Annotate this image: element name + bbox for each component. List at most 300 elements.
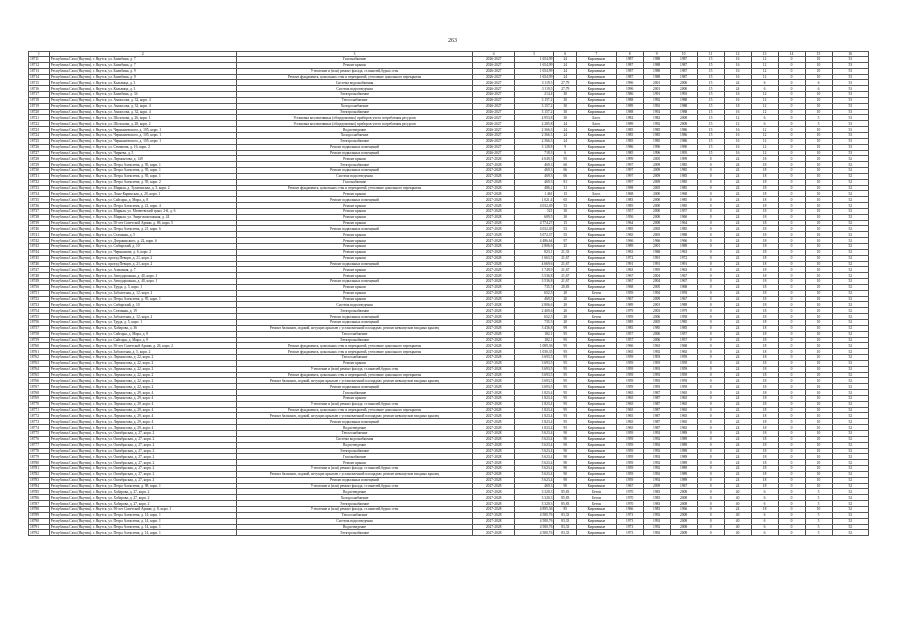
year-cell: 1965 — [670, 349, 697, 355]
value-cell: 52 — [832, 220, 868, 226]
value-cell: 0 — [697, 384, 724, 390]
value-cell: 15 — [697, 144, 724, 150]
value-cell: 0 — [778, 132, 805, 138]
area-cell: 469,3 — [514, 179, 553, 185]
work-type-cell: Электроснабжение — [236, 109, 473, 115]
period-cell: 2027-2028 — [473, 366, 515, 372]
wall-material-cell: Кирпичные — [577, 214, 616, 220]
column-header: 10 — [670, 52, 697, 57]
address-cell: Республика Саха (Якутия), г. Якутск, ул. Хабарова, д. 36 — [49, 325, 236, 331]
work-type-cell: Ремонт крыши — [236, 238, 473, 244]
work-type-cell: Теплоснабжение — [236, 355, 473, 361]
period-cell: 2027-2028 — [473, 197, 515, 203]
value-cell: 18 — [751, 506, 778, 512]
value-cell: 0 — [697, 512, 724, 518]
value-cell: 24 — [724, 442, 751, 448]
year-cell: 1965 — [670, 419, 697, 425]
row-number-cell: 18724 — [29, 132, 50, 138]
area-cell: 2 285,8 — [514, 121, 553, 127]
row-number-cell: 18715 — [29, 80, 50, 86]
wall-material-cell: Кирпичные — [577, 454, 616, 460]
built-year-cell: 1988 — [616, 97, 643, 103]
value-cell: 0 — [778, 454, 805, 460]
work-type-cell: Ремонт крыши — [236, 284, 473, 290]
value-cell: 24 — [724, 460, 751, 466]
wall-material-cell: Кирпичные — [577, 308, 616, 314]
area-cell: 1 654,99 — [514, 68, 553, 74]
address-cell: Республика Саха (Якутия), г. Якутск, ул. Петра Алексеева, д. 21, корп. 6 — [49, 226, 236, 232]
work-type-cell: Система водоотведения — [236, 173, 473, 179]
value-cell: 0 — [697, 442, 724, 448]
year-cell: 1979 — [670, 308, 697, 314]
value-cell: 0 — [697, 390, 724, 396]
wear-cell: 30 — [554, 109, 577, 115]
value-cell: 0 — [778, 442, 805, 448]
value-cell: 0 — [697, 378, 724, 384]
value-cell: 5 — [805, 512, 832, 518]
built-year-cell: 1965 — [616, 232, 643, 238]
value-cell: 15 — [697, 57, 724, 63]
value-cell: 10 — [805, 314, 832, 320]
address-cell: Республика Саха (Якутия), г. Якутск, ул. Октябрьская, д. 27, корп. 2 — [49, 466, 236, 472]
value-cell: 0 — [778, 162, 805, 168]
area-cell: 1 823,4 — [514, 419, 553, 425]
value-cell: 0 — [778, 279, 805, 285]
address-cell: Республика Саха (Якутия), г. Якутск, ул. Октябрьская, д. 27, корп. 2 — [49, 460, 236, 466]
value-cell: 24 — [724, 471, 751, 477]
period-cell: 2027-2028 — [473, 343, 515, 349]
wall-material-cell: Кирпичные — [577, 349, 616, 355]
column-header: 3 — [236, 52, 473, 57]
capital-repair-table — [28, 51, 869, 536]
period-cell: 2027-2028 — [473, 460, 515, 466]
value-cell: 24 — [724, 296, 751, 302]
value-cell: 10 — [805, 249, 832, 255]
value-cell: 15 — [697, 103, 724, 109]
year-cell: 1987 — [670, 62, 697, 68]
year-cell: 2000 — [643, 214, 670, 220]
value-cell: 52 — [832, 495, 868, 501]
wall-material-cell: Кирпичные — [577, 138, 616, 144]
value-cell: 0 — [778, 273, 805, 279]
built-year-cell: 1987 — [616, 68, 643, 74]
value-cell: 0 — [697, 471, 724, 477]
row-number-cell: 18727 — [29, 150, 50, 156]
year-cell: 1985 — [670, 226, 697, 232]
address-cell: Республика Саха (Якутия), г. Якутск, ул. Октябрьская, д. 27, корп. 2 — [49, 436, 236, 442]
address-cell: Республика Саха (Якутия), г. Якутск, ул. Лермонтова, д. 22, корп. 2 — [49, 360, 236, 366]
built-year-cell: 1966 — [616, 343, 643, 349]
value-cell: 18 — [751, 314, 778, 320]
built-year-cell: 1965 — [616, 425, 643, 431]
year-cell: 2005 — [643, 156, 670, 162]
year-cell: 1987 — [670, 57, 697, 63]
value-cell: 0 — [697, 448, 724, 454]
year-cell: 1992 — [643, 530, 670, 536]
year-cell: 1993 — [643, 372, 670, 378]
value-cell: 52 — [832, 506, 868, 512]
row-number-cell: 18771 — [29, 407, 50, 413]
work-type-cell: Электроснабжение — [236, 337, 473, 343]
year-cell: 1985 — [670, 319, 697, 325]
area-cell: 1 823,4 — [514, 407, 553, 413]
year-cell: 2008 — [670, 530, 697, 536]
address-cell: Республика Саха (Якутия), г. Якутск, ул. Мирная, д. Тулагинская, д. 5, корп. 2 — [49, 185, 236, 191]
year-cell: 2005 — [643, 232, 670, 238]
year-cell: 2001 — [643, 302, 670, 308]
wear-cell: 24 — [554, 74, 577, 80]
wear-cell: 90 — [554, 442, 577, 448]
work-type-cell: Водоотведение — [236, 524, 473, 530]
year-cell: 1986 — [670, 127, 697, 133]
value-cell: 0 — [697, 302, 724, 308]
value-cell: 12 — [751, 57, 778, 63]
address-cell: Республика Саха (Якутия), г. Якутск, ул. Автодорожная, д. 40, корп. 1 — [49, 279, 236, 285]
period-cell: 2027-2028 — [473, 466, 515, 472]
wear-cell: 24 — [554, 121, 577, 127]
value-cell: 24 — [724, 384, 751, 390]
wall-material-cell: Кирпичные — [577, 337, 616, 343]
year-cell: 1965 — [670, 407, 697, 413]
wear-cell: 95 — [554, 343, 577, 349]
year-cell: 1989 — [670, 436, 697, 442]
value-cell: 0 — [778, 261, 805, 267]
value-cell: 0 — [778, 226, 805, 232]
value-cell: 6 — [805, 80, 832, 86]
year-cell: 1987 — [670, 74, 697, 80]
built-year-cell: 1996 — [616, 86, 643, 92]
value-cell: 0 — [778, 343, 805, 349]
year-cell: 1959 — [670, 290, 697, 296]
period-cell: 2027-2028 — [473, 483, 515, 489]
value-cell: 15 — [697, 68, 724, 74]
value-cell: 52 — [832, 378, 868, 384]
value-cell: 53 — [832, 132, 868, 138]
row-number-cell: 18726 — [29, 144, 50, 150]
value-cell: 52 — [832, 407, 868, 413]
address-cell: Республика Саха (Якутия), г. Якутск, ул. Петра Алексеева, д. 95, корп. 1 — [49, 173, 236, 179]
value-cell: 24 — [724, 284, 751, 290]
work-type-cell: Ремонт балконов, лоджий, несущих крыльев с установленной площадью; ремонт невыпусков входных крылец — [236, 413, 473, 419]
value-cell: 0 — [697, 220, 724, 226]
wall-material-cell: Бетон — [577, 314, 616, 320]
value-cell: 10 — [805, 419, 832, 425]
value-cell: 0 — [778, 302, 805, 308]
wall-material-cell: Кирпичные — [577, 512, 616, 518]
year-cell: 1993 — [643, 366, 670, 372]
row-number-cell: 18765 — [29, 372, 50, 378]
work-type-cell: Утепление и (или) ремонт фасада, ст.панелей,бурых стен — [236, 466, 473, 472]
value-cell: 52 — [832, 279, 868, 285]
value-cell: 52 — [832, 179, 868, 185]
row-number-cell: 18777 — [29, 442, 50, 448]
year-cell: 1992 — [643, 349, 670, 355]
column-header: 2 — [49, 52, 236, 57]
work-type-cell: Газоснабжение — [236, 454, 473, 460]
address-cell: Республика Саха (Якутия), г. Якутск, ул. Чернышевского, д. 105, корп. 1 — [49, 127, 236, 133]
wall-material-cell: Кирпичные — [577, 208, 616, 214]
value-cell: 10 — [805, 349, 832, 355]
value-cell: 10 — [805, 331, 832, 337]
value-cell: 15 — [697, 74, 724, 80]
period-cell: 2026-2027 — [473, 92, 515, 98]
value-cell: 18 — [751, 390, 778, 396]
value-cell: 24 — [724, 238, 751, 244]
value-cell: 6 — [751, 501, 778, 507]
area-cell: 3 119,5 — [514, 86, 553, 92]
built-year-cell: 1979 — [616, 308, 643, 314]
wear-cell: 66 — [554, 173, 577, 179]
value-cell: 10 — [805, 308, 832, 314]
value-cell: 52 — [832, 203, 868, 209]
address-cell: Республика Саха (Якутия), г. Якутск, ул. Дзержинского, д. 22, корп. 6 — [49, 238, 236, 244]
value-cell: 52 — [832, 413, 868, 419]
value-cell: 0 — [697, 489, 724, 495]
value-cell: 24 — [724, 413, 751, 419]
address-cell: Республика Саха (Якутия), г. Якутск, ул. Петра Алексеева, д. 14, корп. 1 — [49, 518, 236, 524]
area-cell: 3 693,5 — [514, 372, 553, 378]
row-number-cell: 18711 — [29, 57, 50, 63]
period-cell: 2027-2028 — [473, 249, 515, 255]
year-cell: 1972 — [670, 255, 697, 261]
value-cell: 0 — [778, 448, 805, 454]
value-cell: 18 — [751, 448, 778, 454]
period-cell: 2027-2028 — [473, 308, 515, 314]
value-cell: 10 — [805, 384, 832, 390]
value-cell: 53 — [832, 57, 868, 63]
address-cell: Республика Саха (Якутия), г. Якутск, ул. Лермонтова, д. 149 — [49, 156, 236, 162]
value-cell: 52 — [832, 384, 868, 390]
value-cell: 0 — [697, 325, 724, 331]
period-cell: 2027-2028 — [473, 413, 515, 419]
work-type-cell: Ремонт крыши — [236, 62, 473, 68]
address-cell: Республика Саха (Якутия), г. Якутск, ул. Лермонтова, д. 22, корп. 2 — [49, 378, 236, 384]
year-cell: 1992 — [643, 524, 670, 530]
wall-material-cell: Кирпичные — [577, 425, 616, 431]
built-year-cell: 1997 — [616, 162, 643, 168]
value-cell: 0 — [778, 518, 805, 524]
value-cell: 24 — [724, 319, 751, 325]
wall-material-cell: Кирпичные — [577, 325, 616, 331]
value-cell: 52 — [832, 197, 868, 203]
row-number-cell: 18754 — [29, 308, 50, 314]
work-type-cell: Система водоснабжения — [236, 80, 473, 86]
wear-cell: 90 — [554, 466, 577, 472]
value-cell: 15 — [697, 132, 724, 138]
value-cell: 10 — [805, 343, 832, 349]
value-cell: 0 — [697, 466, 724, 472]
year-cell: 1968 — [643, 249, 670, 255]
area-cell: 4 669,6 — [514, 261, 553, 267]
wear-cell: 83,33 — [554, 524, 577, 530]
row-number-cell: 18752 — [29, 296, 50, 302]
wear-cell: 21,67 — [554, 279, 577, 285]
wear-cell: 66 — [554, 162, 577, 168]
area-cell: 823,1 — [514, 249, 553, 255]
built-year-cell: 1967 — [616, 483, 643, 489]
value-cell: 18 — [751, 319, 778, 325]
address-cell: Республика Саха (Якутия), г. Якутск, ул. Лермонтова, д. 29, корп. 4 — [49, 425, 236, 431]
value-cell: 53 — [832, 138, 868, 144]
wear-cell: 20 — [554, 296, 577, 302]
year-cell: 1989 — [670, 302, 697, 308]
wall-material-cell: Кирпичные — [577, 331, 616, 337]
year-cell: 1985 — [670, 179, 697, 185]
value-cell: 0 — [697, 168, 724, 174]
value-cell: 0 — [778, 319, 805, 325]
wall-material-cell: Кирпичные — [577, 413, 616, 419]
value-cell: 5 — [805, 121, 832, 127]
value-cell: 18 — [751, 290, 778, 296]
year-cell: 1989 — [670, 454, 697, 460]
value-cell: 24 — [724, 366, 751, 372]
built-year-cell: 1989 — [616, 302, 643, 308]
wall-material-cell: Кирпичные — [577, 466, 616, 472]
wear-cell: 24 — [554, 57, 577, 63]
row-number-cell: 18745 — [29, 255, 50, 261]
value-cell: 18 — [751, 179, 778, 185]
value-cell: 0 — [778, 489, 805, 495]
row-number-cell: 18744 — [29, 249, 50, 255]
wear-cell: 90 — [554, 454, 577, 460]
value-cell: 0 — [697, 273, 724, 279]
period-cell: 2027-2028 — [473, 512, 515, 518]
built-year-cell: 1973 — [616, 524, 643, 530]
value-cell: 52 — [832, 431, 868, 437]
period-cell: 2027-2028 — [473, 273, 515, 279]
wear-cell: 95 — [554, 331, 577, 337]
address-cell: Республика Саха (Якутия), г. Якутск, ул. Сайсары, д. Мира, д. 8 — [49, 197, 236, 203]
period-cell: 2027-2028 — [473, 425, 515, 431]
year-cell: 1963 — [670, 267, 697, 273]
period-cell: 2026-2027 — [473, 68, 515, 74]
wear-cell: 95 — [554, 425, 577, 431]
row-number-cell: 18789 — [29, 512, 50, 518]
built-year-cell: 1959 — [616, 466, 643, 472]
built-year-cell: 1989 — [616, 121, 643, 127]
work-type-cell: Ремонт подвальных помещений — [236, 314, 473, 320]
value-cell: 10 — [805, 109, 832, 115]
built-year-cell: 1997 — [616, 168, 643, 174]
row-number-cell: 18792 — [29, 530, 50, 536]
address-cell: Республика Саха (Якутия), г. Якутск, проезд Певцов, д. 21, корп. 2 — [49, 261, 236, 267]
wall-material-cell: Кирпичные — [577, 255, 616, 261]
address-cell: Республика Саха (Якутия), г. Якутск, ул. Шолохова, д. 26, корп. 1 — [49, 115, 236, 121]
value-cell: 18 — [751, 296, 778, 302]
period-cell: 2027-2028 — [473, 448, 515, 454]
value-cell: 24 — [724, 86, 751, 92]
value-cell: 6 — [751, 489, 778, 495]
value-cell: 24 — [724, 355, 751, 361]
address-cell: Республика Саха (Якутия), г. Якутск, ул. Петра Алексеева, д. 98, корп. 1 — [49, 483, 236, 489]
period-cell: 2027-2028 — [473, 431, 515, 437]
value-cell: 10 — [805, 185, 832, 191]
value-cell: 0 — [697, 156, 724, 162]
value-cell: 52 — [832, 337, 868, 343]
value-cell: 52 — [832, 232, 868, 238]
column-header: 5 — [514, 52, 553, 57]
year-cell: 2001 — [643, 80, 670, 86]
value-cell: 10 — [805, 138, 832, 144]
year-cell: 1985 — [670, 325, 697, 331]
value-cell: 10 — [805, 431, 832, 437]
value-cell: 0 — [778, 349, 805, 355]
address-cell: Республика Саха (Якутия), г. Якутск, ул. Лермонтова, д. 29, корп. 4 — [49, 395, 236, 401]
built-year-cell: 1985 — [616, 319, 643, 325]
value-cell: 10 — [805, 220, 832, 226]
wear-cell: 95 — [554, 407, 577, 413]
year-cell: 2000 — [643, 208, 670, 214]
work-type-cell: Ремонт крыши — [236, 191, 473, 197]
value-cell: 52 — [832, 483, 868, 489]
value-cell: 12 — [724, 115, 751, 121]
year-cell: 1992 — [643, 460, 670, 466]
value-cell: 18 — [751, 302, 778, 308]
area-cell: 4 580,76 — [514, 512, 553, 518]
wear-cell: 24 — [554, 62, 577, 68]
period-cell: 2026-2027 — [473, 109, 515, 115]
value-cell: 10 — [805, 466, 832, 472]
year-cell: 1965 — [670, 395, 697, 401]
value-cell: 0 — [778, 372, 805, 378]
area-cell: 4 774,27 — [514, 220, 553, 226]
value-cell: 6 — [751, 86, 778, 92]
work-type-cell: Система водоотведения — [236, 86, 473, 92]
area-cell: 718,3 — [514, 150, 553, 156]
value-cell: 0 — [697, 197, 724, 203]
work-type-cell: Ремонт крыши — [236, 208, 473, 214]
area-cell: 4 953,8 — [514, 115, 553, 121]
value-cell: 53 — [832, 68, 868, 74]
wall-material-cell: Кирпичные — [577, 378, 616, 384]
value-cell: 6 — [751, 121, 778, 127]
wear-cell: 30 — [554, 214, 577, 220]
year-cell: 2000 — [643, 197, 670, 203]
value-cell: 0 — [697, 255, 724, 261]
year-cell: 1983 — [643, 495, 670, 501]
value-cell: 24 — [724, 244, 751, 250]
value-cell: 0 — [778, 208, 805, 214]
built-year-cell: 1967 — [616, 279, 643, 285]
value-cell: 52 — [832, 442, 868, 448]
period-cell: 2027-2028 — [473, 238, 515, 244]
value-cell: 5 — [805, 530, 832, 536]
year-cell: 1965 — [670, 401, 697, 407]
row-number-cell: 18716 — [29, 86, 50, 92]
value-cell: 52 — [832, 208, 868, 214]
period-cell: 2026-2027 — [473, 144, 515, 150]
value-cell: 52 — [832, 366, 868, 372]
value-cell: 0 — [778, 524, 805, 530]
work-type-cell: Ремонт крыши — [236, 267, 473, 273]
value-cell: 0 — [778, 168, 805, 174]
value-cell: 0 — [697, 501, 724, 507]
work-type-cell: Ремонт крыши — [236, 296, 473, 302]
address-cell: Республика Саха (Якутия), г. Якутск, ул. Лоно-Каринская, д. 20, корп. 1 — [49, 191, 236, 197]
wall-material-cell: Кирпичные — [577, 419, 616, 425]
wear-cell: 30 — [554, 92, 577, 98]
wall-material-cell: Кирпичные — [577, 302, 616, 308]
area-cell: 735,5 — [514, 284, 553, 290]
address-cell: Республика Саха (Якутия), г. Якутск, ул. Лермонтова, д. 29, корп. 4 — [49, 390, 236, 396]
value-cell: 0 — [778, 284, 805, 290]
address-cell: Республика Саха (Якутия), г. Якутск, ул. Сайсары, д. Мира, д. 8 — [49, 337, 236, 343]
area-cell: 2 806,6 — [514, 244, 553, 250]
value-cell: 15 — [697, 62, 724, 68]
value-cell: 5 — [805, 524, 832, 530]
wear-cell: 66 — [554, 168, 577, 174]
value-cell: 0 — [778, 62, 805, 68]
